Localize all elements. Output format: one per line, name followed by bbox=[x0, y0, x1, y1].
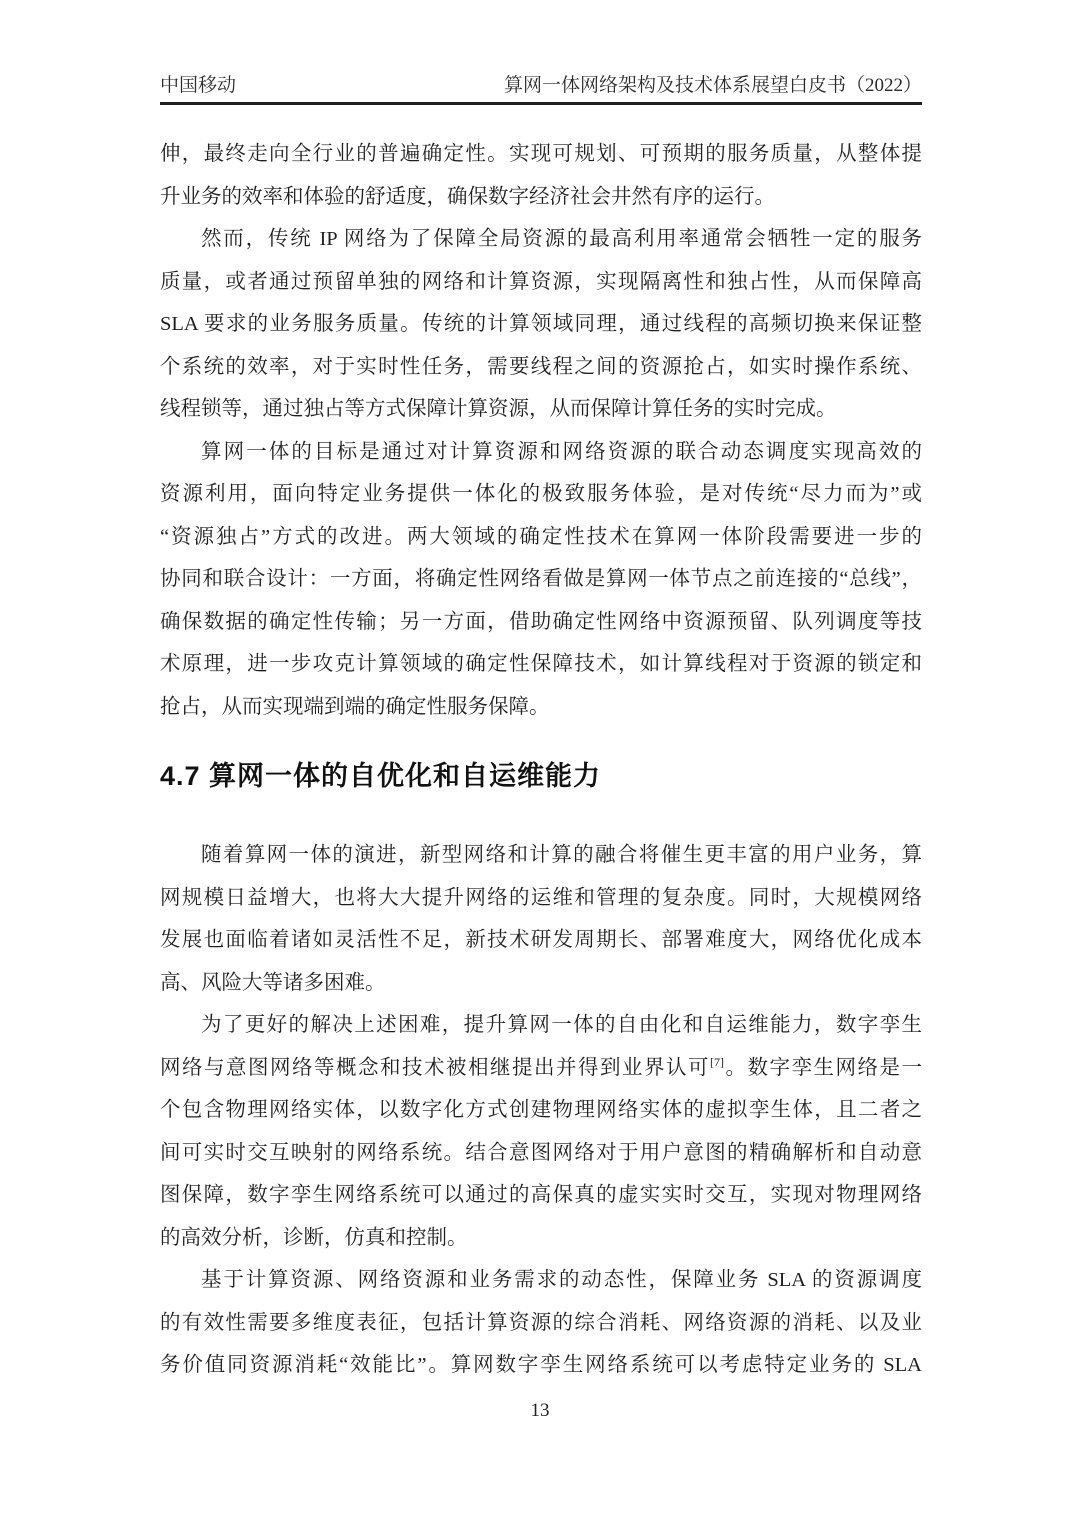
text-line: 高、风险大等诸多困难。 bbox=[160, 971, 386, 994]
text-line: 术原理，进一步攻克计算领域的确定性保障技术，如计算线程对于资源的锁定和 bbox=[160, 653, 922, 675]
text-line bbox=[160, 1047, 922, 1090]
header-right-text: 算网一体网络架构及技术体系展望白皮书（2022） bbox=[503, 75, 922, 96]
header-rule bbox=[160, 102, 922, 105]
text-line: 然而，传统 IP 网络为了保障全局资源的最高利用率通常会牺牲一定的服务 bbox=[201, 228, 922, 250]
text-line: 发展也面临着诸如灵活性不足，新技术研发周期长、部署难度大，网络优化成本 bbox=[160, 929, 922, 951]
paragraph bbox=[160, 431, 922, 729]
footnote-ref: [7] bbox=[710, 1054, 724, 1069]
text-line: 资源利用，面向特定业务提供一体化的极致服务体验，是对传统“尽力而为”或 bbox=[160, 483, 922, 505]
text-line: 务价值同资源消耗“效能比”。算网数字孪生网络系统可以考虑特定业务的 SLA bbox=[160, 1354, 922, 1376]
paragraph bbox=[160, 133, 922, 218]
text-line: 的有效性需要多维度表征，包括计算资源的综合消耗、网络资源的消耗、以及业 bbox=[160, 1311, 922, 1334]
text-line: SLA 要求的业务服务质量。传统的计算领域同理，通过线程的高频切换来保证整 bbox=[160, 313, 922, 335]
page-header bbox=[160, 74, 922, 98]
section-heading: 4.7 算网一体的自优化和自运维能力 bbox=[160, 761, 602, 791]
paragraph bbox=[160, 218, 922, 431]
page-footer bbox=[0, 1400, 1080, 1422]
text-line: 网规模日益增大，也将大大提升网络的运维和管理的复杂度。同时，大规模网络 bbox=[160, 886, 922, 909]
text-line: 确保数据的确定性传输；另一方面，借助确定性网络中资源预留、队列调度等技 bbox=[160, 610, 922, 633]
header-left-text: 中国移动 bbox=[160, 75, 237, 96]
text-line: 随着算网一体的演进，新型网络和计算的融合将催生更丰富的用户业务，算 bbox=[201, 844, 922, 866]
text-line: “资源独占”方式的改进。两大领域的确定性技术在算网一体阶段需要进一步的 bbox=[160, 525, 922, 548]
document-body bbox=[160, 133, 922, 1387]
text-line: 升业务的效率和体验的舒适度，确保数字经济社会井然有序的运行。 bbox=[160, 185, 775, 208]
text-line: 图保障，数字孪生网络系统可以通过的高保真的虚实实时交互，实现对物理网络 bbox=[160, 1184, 922, 1206]
text-line: 算网一体的目标是通过对计算资源和网络资源的联合动态调度实现高效的 bbox=[201, 440, 922, 463]
text-segment: 网络与意图网络等概念和技术被相继提出并得到业界认可 bbox=[160, 1056, 710, 1079]
page-number: 13 bbox=[530, 1400, 550, 1421]
text-line: 的高效分析，诊断，仿真和控制。 bbox=[160, 1226, 468, 1249]
text-line: 线程锁等，通过独占等方式保障计算资源，从而保障计算任务的实时完成。 bbox=[160, 398, 837, 420]
paragraph bbox=[160, 1004, 922, 1259]
text-line: 个包含物理网络实体，以数字化方式创建物理网络实体的虚拟孪生体，且二者之 bbox=[160, 1099, 922, 1121]
paragraph bbox=[160, 834, 922, 1004]
text-segment: 。数字孪生网络是一 bbox=[724, 1056, 922, 1079]
text-line: 协同和联合设计：一方面，将确定性网络看做是算网一体节点之前连接的“总线”， bbox=[160, 568, 922, 590]
text-line: 抢占，从而实现端到端的确定性服务保障。 bbox=[160, 695, 550, 718]
text-line: 基于计算资源、网络资源和业务需求的动态性，保障业务 SLA 的资源调度 bbox=[201, 1269, 922, 1291]
text-line: 伸，最终走向全行业的普遍确定性。实现可规划、可预期的服务质量，从整体提 bbox=[160, 143, 922, 165]
text-line: 质量，或者通过预留单独的网络和计算资源，实现隔离性和独占性，从而保障高 bbox=[160, 270, 922, 293]
text-line: 间可实时交互映射的网络系统。结合意图网络对于用户意图的精确解析和自动意 bbox=[160, 1141, 922, 1164]
text-line: 为了更好的解决上述困难，提升算网一体的自由化和自运维能力，数字孪生 bbox=[201, 1014, 922, 1036]
text-line: 个系统的效率，对于实时性任务，需要线程之间的资源抢占，如实时操作系统、 bbox=[160, 355, 922, 378]
paragraph bbox=[160, 1259, 922, 1387]
